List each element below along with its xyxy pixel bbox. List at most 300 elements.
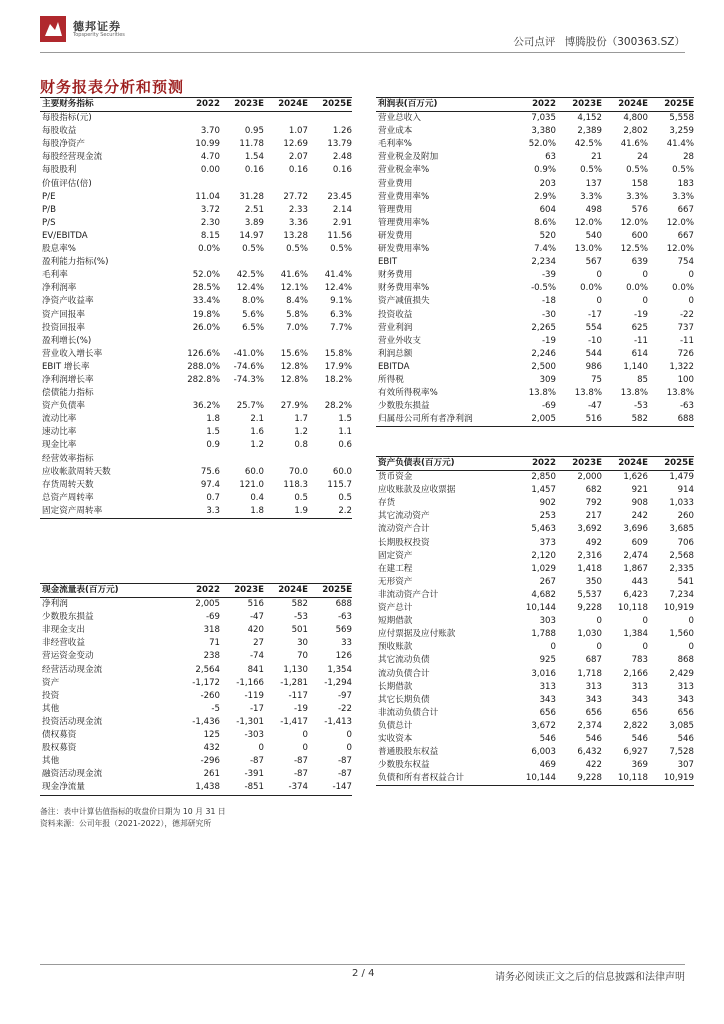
row-value: -296 [200, 756, 220, 767]
table-row [40, 164, 352, 177]
row-value: 726 [677, 348, 694, 359]
note-valuation-date: 备注：表中计算估值指标的收盘价日期为 10 月 31 日 [40, 807, 226, 816]
row-value: 0.5 [338, 492, 352, 503]
row-value: 5,558 [669, 113, 694, 124]
row-value: 309 [539, 374, 556, 385]
table-row [376, 550, 694, 563]
row-value: 0 [302, 730, 308, 741]
table-row [40, 112, 352, 126]
row-value: 0.95 [244, 126, 264, 137]
table-row [40, 781, 352, 795]
row-label: 经营活动现金流 [42, 664, 103, 675]
table-row [376, 681, 694, 694]
row-value: -1,172 [192, 677, 220, 688]
row-value: 2,568 [669, 550, 694, 561]
row-value: 2,822 [623, 720, 648, 731]
row-value: 8.15 [200, 230, 220, 241]
row-value: 75 [591, 374, 602, 385]
row-value: -41.0% [233, 348, 264, 359]
row-label: 每股收益 [42, 126, 77, 137]
row-label: 存货 [378, 498, 396, 509]
row-value: -47 [587, 401, 602, 412]
table-row [40, 400, 352, 413]
row-value: 60.0 [332, 466, 352, 477]
table-title: 利润表(百万元) [376, 98, 510, 112]
row-value: 313 [585, 681, 602, 692]
row-label: 应收账款及应收票据 [378, 485, 456, 496]
row-value: 6,927 [623, 747, 648, 758]
row-value: 754 [677, 257, 694, 268]
row-value: 667 [677, 204, 694, 215]
row-value: 3.3% [580, 191, 602, 202]
row-label: 管理费用 [378, 204, 413, 215]
row-value: -22 [679, 309, 694, 320]
row-value: 0 [688, 616, 694, 627]
year-header: 2024E [264, 98, 308, 112]
row-value: 42.5% [574, 139, 602, 150]
row-label: 流动比率 [42, 414, 77, 425]
row-value: 75.6 [200, 466, 220, 477]
row-value: 30 [297, 638, 308, 649]
row-value [308, 112, 352, 126]
table-row [376, 510, 694, 523]
row-value: 7.7% [330, 322, 352, 333]
row-value: 1,029 [531, 563, 556, 574]
row-value: -17 [587, 309, 602, 320]
logo-cn-text: 德邦证券 [73, 20, 121, 33]
row-value [264, 387, 308, 400]
row-value: 0 [642, 270, 648, 281]
row-value: 70 [297, 651, 308, 662]
row-value: 569 [335, 625, 352, 636]
row-value: -260 [200, 690, 220, 701]
row-value: 60.0 [244, 466, 264, 477]
table-row [40, 191, 352, 204]
row-value: 2.07 [288, 152, 308, 163]
table-row [376, 668, 694, 681]
row-label: 营运资金变动 [42, 651, 94, 662]
row-value: 3.3% [626, 191, 648, 202]
table-row [40, 664, 352, 677]
row-label: 营业利润 [378, 322, 413, 333]
row-value: 8.0% [242, 296, 264, 307]
row-label: 固定资产周转率 [40, 505, 176, 519]
table-row [40, 755, 352, 768]
row-value: 1.26 [332, 126, 352, 137]
row-value: 260 [677, 511, 694, 522]
table-header-row [376, 457, 694, 471]
row-label: 股息率% [42, 244, 76, 255]
row-value: 639 [631, 257, 648, 268]
row-value: 238 [203, 651, 220, 662]
row-value: 12.0% [666, 217, 694, 228]
table-row [40, 335, 352, 348]
row-value: 2,246 [531, 348, 556, 359]
row-value: 318 [203, 625, 220, 636]
row-value: 0 [550, 642, 556, 653]
row-value [308, 256, 352, 269]
row-label: 其他 [42, 756, 60, 767]
row-label: 净资产收益率 [42, 296, 94, 307]
row-label: 实收资本 [378, 733, 413, 744]
row-value: 1,438 [176, 781, 220, 795]
row-value: 303 [539, 616, 556, 627]
row-value: 1,354 [327, 664, 352, 675]
table-row [376, 746, 694, 759]
row-value: 26.0% [192, 322, 220, 333]
table-row [40, 466, 352, 479]
row-value: 2.30 [200, 217, 220, 228]
row-value: 0.00 [200, 165, 220, 176]
row-label: 应付票据及应付账款 [378, 629, 456, 640]
row-value: 10,144 [510, 772, 556, 786]
row-value: 6.3% [330, 309, 352, 320]
row-value: 2.33 [288, 204, 308, 215]
row-value: 36.2% [192, 401, 220, 412]
row-label: 其它长期负债 [378, 694, 430, 705]
row-value: 2,374 [577, 720, 602, 731]
table-row [40, 479, 352, 492]
row-value: -303 [244, 730, 264, 741]
table-row [376, 191, 694, 204]
row-value [220, 178, 264, 191]
table-row [376, 230, 694, 243]
row-label: 负债总计 [378, 720, 413, 731]
row-value: 267 [539, 576, 556, 587]
table-row [40, 611, 352, 624]
row-value: 1,033 [669, 498, 694, 509]
row-value: 203 [539, 178, 556, 189]
notes [40, 806, 226, 830]
row-value: 546 [631, 733, 648, 744]
row-value [220, 256, 264, 269]
year-header: 2024E [264, 584, 308, 598]
row-value: 313 [631, 681, 648, 692]
row-label: 资产回报率 [42, 309, 85, 320]
row-label: 经营效率指标 [42, 453, 94, 464]
row-value: 21 [591, 152, 602, 163]
row-value: 6.5% [242, 322, 264, 333]
table-row [376, 733, 694, 746]
row-value: 3.89 [244, 217, 264, 228]
row-value [264, 178, 308, 191]
table-row [40, 598, 352, 612]
table-header-row [40, 98, 352, 112]
row-value: 63 [545, 152, 556, 163]
table-row [40, 716, 352, 729]
row-value: 1,867 [623, 563, 648, 574]
row-value: 986 [585, 361, 602, 372]
row-value: -851 [220, 781, 264, 795]
row-value: -119 [244, 690, 264, 701]
row-value [220, 453, 264, 466]
row-label: 营业税金率% [378, 165, 430, 176]
table-row [376, 759, 694, 772]
table-title: 现金流量表(百万元) [40, 584, 176, 598]
row-value: 604 [539, 204, 556, 215]
row-value: 544 [585, 348, 602, 359]
year-header: 2025E [308, 98, 352, 112]
row-value: 1,479 [669, 472, 694, 483]
row-label: 研发费用 [378, 230, 413, 241]
table-row [40, 677, 352, 690]
row-label: 管理费用率% [378, 217, 430, 228]
year-header: 2022 [176, 98, 220, 112]
row-value: 261 [203, 769, 220, 780]
row-value [220, 387, 264, 400]
row-value: 242 [631, 511, 648, 522]
table-row [376, 282, 694, 295]
row-value: 85 [637, 374, 648, 385]
row-label: 无形资产 [378, 576, 413, 587]
year-header: 2022 [510, 98, 556, 112]
row-value: 8.6% [534, 217, 556, 228]
row-value: 12.8% [280, 361, 308, 372]
row-value [220, 112, 264, 126]
row-value: 9,228 [556, 772, 602, 786]
row-value: 52.0% [192, 270, 220, 281]
logo-mark-icon [40, 16, 66, 42]
row-label: EBITDA [378, 361, 410, 372]
table-row [40, 361, 352, 374]
row-label: 财务费用 [378, 270, 413, 281]
row-value: 288.0% [187, 361, 220, 372]
table-row [376, 641, 694, 654]
row-label: 货币资金 [378, 472, 413, 483]
row-label: 速动比率 [42, 427, 77, 438]
row-value: 0.5% [672, 165, 694, 176]
row-value [308, 178, 352, 191]
row-value: 656 [539, 707, 556, 718]
row-value [176, 178, 220, 191]
row-value: -11 [679, 335, 694, 346]
row-value: -87 [293, 756, 308, 767]
row-value: 1.54 [244, 152, 264, 163]
row-value: 11.56 [327, 230, 352, 241]
row-value: 31.28 [239, 191, 264, 202]
row-value: 6,423 [623, 589, 648, 600]
row-value: -1,417 [280, 716, 308, 727]
row-value: 501 [291, 625, 308, 636]
row-label: 营业收入增长率 [42, 348, 103, 359]
row-value: 582 [291, 599, 308, 610]
row-value: 9,228 [577, 603, 602, 614]
row-value: -19 [541, 335, 556, 346]
table-row [376, 112, 694, 126]
row-value: 12.1% [280, 283, 308, 294]
row-label: 固定资产 [378, 550, 413, 561]
row-value: 27.9% [280, 401, 308, 412]
row-value: 1,418 [577, 563, 602, 574]
row-value: -374 [264, 781, 308, 795]
row-value: 2,005 [510, 413, 556, 427]
row-value: 13.8% [666, 388, 694, 399]
row-value: 443 [631, 576, 648, 587]
row-label: 现金净流量 [40, 781, 176, 795]
row-value: 914 [677, 485, 694, 496]
row-value: -87 [249, 756, 264, 767]
row-value: 2,000 [577, 472, 602, 483]
table-row [376, 151, 694, 164]
row-value: 0 [596, 296, 602, 307]
table-row [376, 589, 694, 602]
year-header: 2025E [308, 584, 352, 598]
row-value: 0 [346, 743, 352, 754]
row-value: 792 [585, 498, 602, 509]
row-label: 其他 [42, 703, 60, 714]
row-value: -30 [541, 309, 556, 320]
row-value: 2.9% [534, 191, 556, 202]
table-row [376, 164, 694, 177]
row-value: 1.9 [264, 505, 308, 519]
row-value: 422 [585, 760, 602, 771]
table-row [376, 374, 694, 387]
row-value: 0.5 [294, 492, 308, 503]
table-row [376, 484, 694, 497]
row-label: 债权募资 [42, 730, 77, 741]
row-label: 现金比率 [42, 440, 77, 451]
table-row [376, 615, 694, 628]
row-value: 688 [335, 599, 352, 610]
row-label: 营业费用率% [378, 191, 430, 202]
row-value: 12.69 [283, 139, 308, 150]
table-row [376, 125, 694, 138]
table-title: 资产负债表(百万元) [376, 457, 510, 471]
row-label: P/E [42, 191, 56, 202]
row-value: 28 [683, 152, 694, 163]
row-value: 0 [258, 743, 264, 754]
table-row [40, 492, 352, 505]
row-value: 3.36 [288, 217, 308, 228]
row-label: 应收帐款周转天数 [42, 466, 111, 477]
table-row [376, 400, 694, 413]
row-value: 307 [677, 760, 694, 771]
table-row [40, 217, 352, 230]
row-value: 921 [631, 485, 648, 496]
row-value: 2,005 [195, 599, 220, 610]
table-row [376, 138, 694, 151]
row-value: -1,281 [280, 677, 308, 688]
row-value: 2,335 [669, 563, 694, 574]
row-label: 资产减值损失 [378, 296, 430, 307]
row-value: 0.0% [198, 244, 220, 255]
table-row [40, 204, 352, 217]
row-label: 非现金支出 [42, 625, 85, 636]
income-statement-table [376, 97, 694, 427]
table-row [40, 243, 352, 256]
row-value: 0 [596, 642, 602, 653]
table-row [40, 138, 352, 151]
row-value: 27.72 [283, 191, 308, 202]
row-label: 投资回报率 [42, 322, 85, 333]
table-row [376, 269, 694, 282]
row-value: 625 [631, 322, 648, 333]
row-value: 4.70 [200, 152, 220, 163]
row-value: 546 [539, 733, 556, 744]
table-row [376, 497, 694, 510]
row-value: 3,696 [623, 524, 648, 535]
row-value: -39 [541, 270, 556, 281]
row-value: -53 [633, 401, 648, 412]
table-row [40, 703, 352, 716]
table-row [376, 361, 694, 374]
row-label: 融资活动现金流 [42, 769, 103, 780]
row-value: -1,166 [236, 677, 264, 688]
row-value: 11.04 [195, 191, 220, 202]
row-value: -11 [633, 335, 648, 346]
row-value: 567 [585, 257, 602, 268]
row-value: 908 [631, 498, 648, 509]
table-row [40, 505, 352, 519]
note-source: 资料来源：公司年报（2021-2022），德邦研究所 [40, 819, 212, 828]
logo-en-text: Topsperity Securities [73, 32, 125, 38]
row-value: -18 [541, 296, 556, 307]
year-header: 2023E [556, 457, 602, 471]
footer-divider [40, 964, 685, 965]
row-value: 3,085 [669, 720, 694, 731]
table-row [376, 537, 694, 550]
company-name: 博腾股份（300363.SZ） [564, 36, 685, 48]
year-header: 2025E [648, 98, 694, 112]
row-value: 9.1% [330, 296, 352, 307]
row-value: 125 [203, 730, 220, 741]
row-value: 0 [642, 642, 648, 653]
row-value: 8.4% [286, 296, 308, 307]
row-value: 10.99 [195, 139, 220, 150]
row-label: 财务费用率% [378, 283, 430, 294]
row-label: 净利润率 [42, 283, 77, 294]
row-value: 2,500 [531, 361, 556, 372]
row-value: 41.4% [324, 270, 352, 281]
row-value: 1,626 [623, 472, 648, 483]
row-value: 1,322 [669, 361, 694, 372]
row-value: 3,016 [531, 668, 556, 679]
row-value: 2.2 [308, 505, 352, 519]
table-row [376, 628, 694, 641]
row-value: 2,120 [531, 550, 556, 561]
table-row [376, 348, 694, 361]
row-value: 13.28 [283, 230, 308, 241]
row-value: 2.48 [332, 152, 352, 163]
row-value: 783 [631, 655, 648, 666]
row-value: 0.16 [332, 165, 352, 176]
row-value: 1,130 [283, 664, 308, 675]
table-row [376, 772, 694, 786]
row-value: 1.2 [250, 440, 264, 451]
table-row [376, 256, 694, 269]
row-value: -63 [337, 612, 352, 623]
row-label: 流动负债合计 [378, 668, 430, 679]
row-value: -87 [337, 756, 352, 767]
row-value: 688 [648, 413, 694, 427]
table-row [40, 348, 352, 361]
row-value: 137 [585, 178, 602, 189]
table-row [376, 322, 694, 335]
row-value: -63 [679, 401, 694, 412]
row-value: 5,537 [577, 589, 602, 600]
row-value: 841 [247, 664, 264, 675]
row-value: 282.8% [187, 374, 220, 385]
table-row [376, 720, 694, 733]
row-value: -0.5% [531, 283, 556, 294]
row-value: 5.6% [242, 309, 264, 320]
row-label: 非经营收益 [42, 638, 85, 649]
row-label: 每股净资产 [42, 139, 85, 150]
year-header: 2025E [648, 457, 694, 471]
row-label: 盈利能力指标(%) [42, 257, 109, 268]
row-label: 价值评估(倍) [42, 178, 92, 189]
table-row [40, 453, 352, 466]
